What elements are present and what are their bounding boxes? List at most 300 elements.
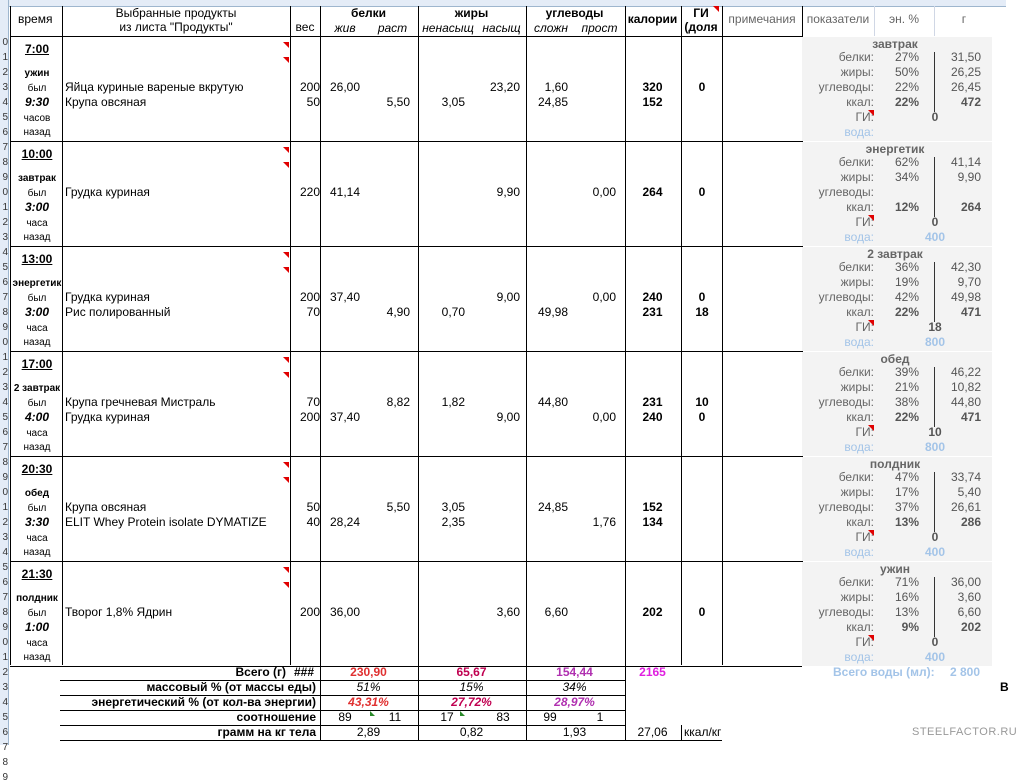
panel-gi-value: 0	[931, 635, 939, 649]
panel-energy-pct: 27%	[894, 50, 919, 64]
row-number[interactable]: 8	[2, 607, 8, 618]
product-name[interactable]: Крупа гречневая Мистраль	[65, 395, 216, 409]
panel-gi-label: ГИ:	[855, 110, 874, 124]
totals-kcal: 2165	[639, 665, 666, 679]
cell-p-pl: 5,50	[386, 95, 410, 109]
panel-energy-pct: 13%	[894, 605, 919, 619]
meal-divider	[10, 141, 802, 142]
row-number[interactable]: 1	[2, 352, 8, 363]
header-energy-pct: эн. %	[888, 12, 920, 26]
row-number[interactable]: 3	[2, 232, 8, 243]
energy-pct-label: энергетический % (от кол-ва энергии)	[91, 695, 316, 709]
panel-label: жиры:	[840, 380, 874, 394]
header-products: Выбранные продукты	[115, 6, 237, 20]
panel-grams: 42,30	[950, 260, 981, 274]
row-number[interactable]: 9	[2, 322, 8, 333]
row-number[interactable]: 8	[2, 157, 8, 168]
panel-label: углеводы:	[818, 605, 874, 619]
row-number[interactable]: 7	[2, 142, 8, 153]
row-number[interactable]: 3	[2, 682, 8, 693]
panel-grams: 10,82	[950, 380, 981, 394]
cell-weight: 220	[299, 185, 320, 199]
header-fats: жиры	[454, 6, 489, 20]
panel-separator	[934, 577, 935, 637]
panel-separator	[934, 472, 935, 532]
energy-pct-carbs: 28,97%	[554, 695, 595, 709]
panel-gi-label: ГИ:	[855, 635, 874, 649]
panel-label: углеводы:	[818, 290, 874, 304]
header-fats-unsat: ненасыщ	[422, 21, 474, 35]
meal-time: 13:00	[21, 252, 53, 266]
comment-marker[interactable]	[868, 110, 874, 116]
panel-gi-value: 0	[931, 215, 939, 229]
row-number[interactable]: 4	[2, 547, 8, 558]
panel-gi-label: ГИ:	[855, 425, 874, 439]
comment-marker[interactable]	[283, 252, 289, 258]
footer-column-divider	[681, 725, 682, 740]
meal-time: 21:30	[21, 567, 53, 581]
panel-energy-pct: 34%	[894, 170, 919, 184]
row-number[interactable]: 0	[2, 487, 8, 498]
panel-gi-label: ГИ:	[855, 530, 874, 544]
row-number[interactable]: 4	[2, 247, 8, 258]
energy-pct-protein: 43,31%	[348, 695, 389, 709]
cell-c-sm: 0,00	[592, 185, 616, 199]
energy-pct-fat: 27,72%	[451, 695, 492, 709]
row-number[interactable]: 6	[2, 127, 8, 138]
comment-marker[interactable]	[283, 357, 289, 363]
cell-weight: 50	[306, 500, 320, 514]
panel-grams: 49,98	[950, 290, 981, 304]
row-number[interactable]: 4	[2, 397, 8, 408]
total-water-value: 2 800	[950, 665, 981, 679]
header-grams: г	[961, 12, 967, 26]
row-number[interactable]: 3	[2, 532, 8, 543]
meal-unit: часа	[26, 323, 48, 334]
comment-marker[interactable]	[868, 215, 874, 221]
panel-energy-pct: 9%	[901, 620, 919, 634]
panel-energy-pct: 62%	[894, 155, 919, 169]
cell-weight: 70	[306, 395, 320, 409]
totals-label: Всего (г)	[235, 665, 286, 679]
row-number[interactable]: 1	[2, 502, 8, 513]
cell-f-un: 3,05	[441, 95, 465, 109]
panel-gi-value: 10	[928, 425, 942, 439]
product-name[interactable]: Рис полированный	[65, 305, 171, 319]
panel-water-value: 400	[924, 545, 946, 559]
panel-grams: 46,22	[950, 365, 981, 379]
row-number[interactable]: 6	[2, 577, 8, 588]
panel-energy-pct: 17%	[894, 485, 919, 499]
meal-was: был	[27, 293, 47, 304]
meal-divider	[10, 351, 802, 352]
panel-grams: 6,60	[957, 605, 981, 619]
meal-name: завтрак	[18, 173, 56, 184]
panel-label: жиры:	[840, 590, 874, 604]
panel-title: энергетик	[865, 142, 925, 156]
cell-kcal: 134	[642, 515, 663, 529]
cell-weight: 50	[306, 95, 320, 109]
cell-gi: 0	[698, 185, 706, 199]
panel-energy-pct: 39%	[894, 365, 919, 379]
row-number[interactable]: 5	[2, 112, 8, 123]
panel-grams: 36,00	[950, 575, 981, 589]
product-name[interactable]: ELIT Whey Protein isolate DYMATIZE	[65, 515, 267, 529]
ratio-protein-plant: 11	[388, 710, 402, 724]
header-carbs-simple: прост	[581, 21, 618, 35]
cell-p-an: 26,00	[330, 80, 361, 94]
gridline	[874, 6, 875, 36]
row-number[interactable]: 5	[2, 562, 8, 573]
row-number[interactable]: 5	[2, 262, 8, 273]
row-number[interactable]: 2	[2, 517, 8, 528]
meal-ago: 1:00	[24, 620, 50, 634]
per-kg-kcal: 27,06	[637, 725, 668, 739]
panel-label: углеводы:	[818, 500, 874, 514]
header-calories: калории	[627, 12, 678, 26]
comment-marker[interactable]	[713, 6, 719, 12]
panel-separator	[934, 367, 935, 427]
column-divider	[320, 6, 321, 665]
header-fats-sat: насыщ	[482, 21, 521, 35]
meal-was: был	[27, 398, 47, 409]
panel-water-label: вода:	[844, 440, 874, 454]
header-carbs: углеводы	[545, 6, 604, 20]
panel-energy-pct: 50%	[894, 65, 919, 79]
comment-marker[interactable]	[283, 582, 289, 588]
panel-water-label: вода:	[844, 545, 874, 559]
panel-separator	[934, 262, 935, 322]
header-protein-plant: раст	[377, 21, 408, 35]
row-number[interactable]: 8	[2, 307, 8, 318]
comment-marker[interactable]	[283, 42, 289, 48]
cell-kcal: 202	[642, 605, 663, 619]
meal-unit: часа	[26, 428, 48, 439]
table-border	[10, 6, 11, 665]
comment-marker[interactable]	[283, 567, 289, 573]
row-number[interactable]: 4	[2, 97, 8, 108]
comment-marker[interactable]	[868, 320, 874, 326]
meal-unit: часов	[23, 113, 51, 124]
panel-energy-pct: 12%	[894, 200, 919, 214]
cell-p-an: 36,00	[330, 605, 361, 619]
row-number[interactable]: 0	[2, 187, 8, 198]
cell-c-cx: 44,80	[537, 395, 568, 409]
cell-f-un: 2,35	[441, 515, 465, 529]
panel-label: углеводы:	[818, 185, 874, 199]
header-time: время	[18, 12, 53, 26]
totals-weight: ###	[294, 665, 315, 679]
cell-weight: 40	[306, 515, 320, 529]
cell-c-sm: 1,76	[592, 515, 616, 529]
ratio-fat-sat: 83	[496, 710, 510, 724]
cell-p-an: 28,24	[330, 515, 361, 529]
meal-time: 17:00	[21, 357, 53, 371]
mass-pct-label: массовый % (от массы еды)	[146, 680, 316, 694]
row-number[interactable]: 6	[2, 727, 8, 738]
cell-kcal: 264	[642, 185, 663, 199]
header-protein-animal: жив	[334, 21, 356, 35]
panel-energy-pct: 36%	[894, 260, 919, 274]
panel-energy-pct: 22%	[894, 80, 919, 94]
comment-marker[interactable]	[283, 162, 289, 168]
cell-gi: 0	[698, 80, 706, 94]
row-number[interactable]: 1	[2, 652, 8, 663]
panel-grams: 9,70	[957, 275, 981, 289]
footer-divider	[60, 740, 722, 741]
panel-label: белки:	[838, 365, 874, 379]
panel-label: ккал:	[846, 410, 874, 424]
cell-kcal: 231	[642, 395, 663, 409]
meal-unit: часа	[26, 218, 48, 229]
comment-marker[interactable]	[283, 57, 289, 63]
header-weight: вес	[295, 20, 315, 34]
row-number[interactable]: 5	[2, 412, 8, 423]
cell-p-pl: 8,82	[386, 395, 410, 409]
row-number[interactable]: 9	[2, 172, 8, 183]
cell-weight: 200	[299, 410, 320, 424]
panel-grams: 264	[960, 200, 981, 214]
panel-energy-pct: 19%	[894, 275, 919, 289]
cell-gi: 0	[698, 290, 706, 304]
comment-marker[interactable]	[868, 425, 874, 431]
meal-divider	[10, 456, 802, 457]
per-kg-protein: 2,89	[356, 725, 381, 739]
row-number[interactable]: 9	[2, 772, 8, 783]
cell-f-un: 1,82	[441, 395, 465, 409]
panel-label: белки:	[838, 575, 874, 589]
ratio-protein-animal: 89	[338, 710, 352, 724]
meal-name: обед	[24, 488, 50, 499]
comment-marker[interactable]	[868, 635, 874, 641]
panel-label: ккал:	[846, 305, 874, 319]
panel-grams: 26,61	[950, 500, 981, 514]
panel-grams: 26,25	[950, 65, 981, 79]
mass-pct-carbs: 34%	[562, 680, 587, 694]
per-kg-label: грамм на кг тела	[217, 725, 316, 739]
row-number[interactable]: 9	[2, 622, 8, 633]
row-number[interactable]: 2	[2, 367, 8, 378]
cell-c-cx: 49,98	[537, 305, 568, 319]
panel-energy-pct: 16%	[894, 590, 919, 604]
cell-c-sm: 0,00	[592, 410, 616, 424]
product-name[interactable]: Крупа овсяная	[65, 500, 147, 514]
panel-title: полдник	[869, 457, 921, 471]
per-kg-carbs: 1,93	[562, 725, 587, 739]
panel-water-label: вода:	[844, 335, 874, 349]
cell-c-cx: 6,60	[544, 605, 568, 619]
panel-energy-pct: 13%	[894, 515, 919, 529]
panel-grams: 33,74	[950, 470, 981, 484]
cell-kcal: 152	[642, 95, 663, 109]
cell-gi: 18	[695, 305, 709, 319]
cell-f-sat: 9,90	[496, 185, 520, 199]
gridline	[934, 6, 935, 36]
cell-p-pl: 4,90	[386, 305, 410, 319]
cell-gi: 0	[698, 605, 706, 619]
meal-ago: 9:30	[24, 95, 50, 109]
row-number[interactable]: 9	[2, 472, 8, 483]
cell-p-pl: 5,50	[386, 500, 410, 514]
panel-water-value: 800	[924, 440, 946, 454]
panel-label: белки:	[838, 260, 874, 274]
product-name[interactable]: Крупа овсяная	[65, 95, 147, 109]
watermark: STEELFACTOR.RU	[912, 726, 1017, 738]
panel-grams: 41,14	[950, 155, 981, 169]
panel-gi-label: ГИ:	[855, 215, 874, 229]
comment-marker[interactable]	[283, 462, 289, 468]
panel-gi-label: ГИ:	[855, 320, 874, 334]
panel-energy-pct: 22%	[894, 95, 919, 109]
totals-fat: 65,67	[456, 665, 487, 679]
meal-divider	[10, 561, 802, 562]
cell-kcal: 231	[642, 305, 663, 319]
panel-water-label: вода:	[844, 125, 874, 139]
product-name[interactable]: Грудка куриная	[65, 290, 150, 304]
meal-time: 7:00	[24, 42, 50, 56]
panel-grams: 26,45	[950, 80, 981, 94]
comment-marker[interactable]	[283, 372, 289, 378]
meal-ago-word: назад	[23, 232, 51, 243]
meal-name: энергетик	[12, 278, 62, 289]
ratio-carbs-complex: 99	[543, 710, 557, 724]
panel-water-label: вода:	[844, 230, 874, 244]
meal-time: 10:00	[21, 147, 53, 161]
comment-marker[interactable]	[283, 267, 289, 273]
product-name[interactable]: Грудка куриная	[65, 410, 150, 424]
panel-energy-pct: 22%	[894, 410, 919, 424]
cell-f-sat: 23,20	[489, 80, 520, 94]
cell-weight: 70	[306, 305, 320, 319]
panel-label: жиры:	[840, 275, 874, 289]
comment-marker[interactable]	[283, 477, 289, 483]
mass-pct-fat: 15%	[459, 680, 484, 694]
header-products-sub: из листа "Продукты"	[119, 20, 233, 34]
per-kg-kcal-unit: ккал/кг	[684, 725, 722, 739]
meal-ago-word: назад	[23, 337, 51, 348]
cell-c-cx: 1,60	[544, 80, 568, 94]
totals-carbs: 154,44	[556, 665, 593, 679]
panel-title: 2 завтрак	[867, 247, 923, 261]
panel-energy-pct: 38%	[894, 395, 919, 409]
panel-grams: 44,80	[950, 395, 981, 409]
row-number[interactable]: 1	[2, 202, 8, 213]
panel-energy-pct: 37%	[894, 500, 919, 514]
meal-unit: часа	[26, 533, 48, 544]
meal-name: ужин	[24, 68, 50, 79]
ratio-fat-unsat: 17	[440, 710, 454, 724]
column-divider	[722, 6, 723, 665]
panel-grams: 5,40	[957, 485, 981, 499]
product-name[interactable]: Яйца куриные вареные вкрутую	[65, 80, 244, 94]
comment-marker[interactable]	[283, 147, 289, 153]
ratio-label: соотношение	[236, 710, 316, 724]
header-protein: белки	[350, 6, 387, 20]
product-name[interactable]: Творог 1,8% Ядрин	[65, 605, 173, 619]
cell-f-un: 3,05	[441, 500, 465, 514]
meal-was: был	[27, 83, 47, 94]
row-number[interactable]: 6	[2, 427, 8, 438]
panel-water-value: 800	[924, 335, 946, 349]
panel-label: белки:	[838, 470, 874, 484]
cell-p-an: 37,40	[330, 410, 361, 424]
ratio-carbs-simple: 1	[596, 710, 604, 724]
panel-label: ккал:	[846, 515, 874, 529]
product-name[interactable]: Грудка куриная	[65, 185, 150, 199]
row-number[interactable]: 3	[2, 382, 8, 393]
panel-energy-pct: 21%	[894, 380, 919, 394]
panel-water-label: вода:	[844, 650, 874, 664]
cell-p-an: 41,14	[330, 185, 361, 199]
row-number[interactable]: 7	[2, 742, 8, 753]
panel-grams: 286	[960, 515, 981, 529]
row-number[interactable]: 2	[2, 217, 8, 228]
row-number[interactable]: 4	[2, 697, 8, 708]
meal-was: был	[27, 608, 47, 619]
row-number[interactable]: 8	[2, 457, 8, 468]
column-divider	[681, 6, 682, 665]
row-number[interactable]: 0	[2, 37, 8, 48]
panel-water-value: 400	[924, 230, 946, 244]
header-divider	[10, 36, 802, 37]
panel-gi-value: 0	[931, 530, 939, 544]
panel-energy-pct: 42%	[894, 290, 919, 304]
cell-c-cx: 24,85	[537, 500, 568, 514]
panel-grams: 9,90	[957, 170, 981, 184]
row-number[interactable]: 5	[2, 712, 8, 723]
panel-energy-pct: 71%	[894, 575, 919, 589]
note-marker	[460, 711, 465, 716]
cell-kcal: 240	[642, 290, 663, 304]
total-water-label: Всего воды (мл):	[833, 665, 935, 679]
row-number[interactable]: 0	[2, 637, 8, 648]
row-number[interactable]: 8	[2, 757, 8, 768]
row-number[interactable]: 7	[2, 442, 8, 453]
cell-f-sat: 9,00	[496, 410, 520, 424]
panel-gi-value: 0	[931, 110, 939, 124]
comment-marker[interactable]	[868, 530, 874, 536]
row-number[interactable]: 7	[2, 592, 8, 603]
totals-protein: 230,90	[350, 665, 387, 679]
row-number[interactable]: 3	[2, 82, 8, 93]
header-notes: примечания	[728, 12, 796, 26]
panel-grams: 31,50	[950, 50, 981, 64]
panel-separator	[934, 157, 935, 217]
panel-title: завтрак	[872, 37, 918, 51]
panel-grams: 3,60	[957, 590, 981, 604]
panel-gi-value: 18	[928, 320, 942, 334]
cell-f-sat: 9,00	[496, 290, 520, 304]
cell-kcal: 320	[642, 80, 663, 94]
row-number[interactable]: 1	[2, 52, 8, 63]
row-number[interactable]: 6	[2, 277, 8, 288]
panel-title: ужин	[880, 562, 910, 576]
row-number[interactable]: 0	[2, 337, 8, 348]
row-number[interactable]: 2	[2, 67, 8, 78]
cell-weight: 200	[299, 290, 320, 304]
panel-water-value: 400	[924, 650, 946, 664]
row-number[interactable]: 2	[2, 667, 8, 678]
meal-ago: 3:30	[24, 515, 50, 529]
panel-label: белки:	[838, 155, 874, 169]
panel-energy-pct: 22%	[894, 305, 919, 319]
panel-label: белки:	[838, 50, 874, 64]
panel-label: ккал:	[846, 200, 874, 214]
panel-label: ккал:	[846, 620, 874, 634]
header-gi-sub: (доля	[684, 20, 718, 34]
row-number[interactable]: 7	[2, 292, 8, 303]
meal-ago-word: назад	[23, 127, 51, 138]
